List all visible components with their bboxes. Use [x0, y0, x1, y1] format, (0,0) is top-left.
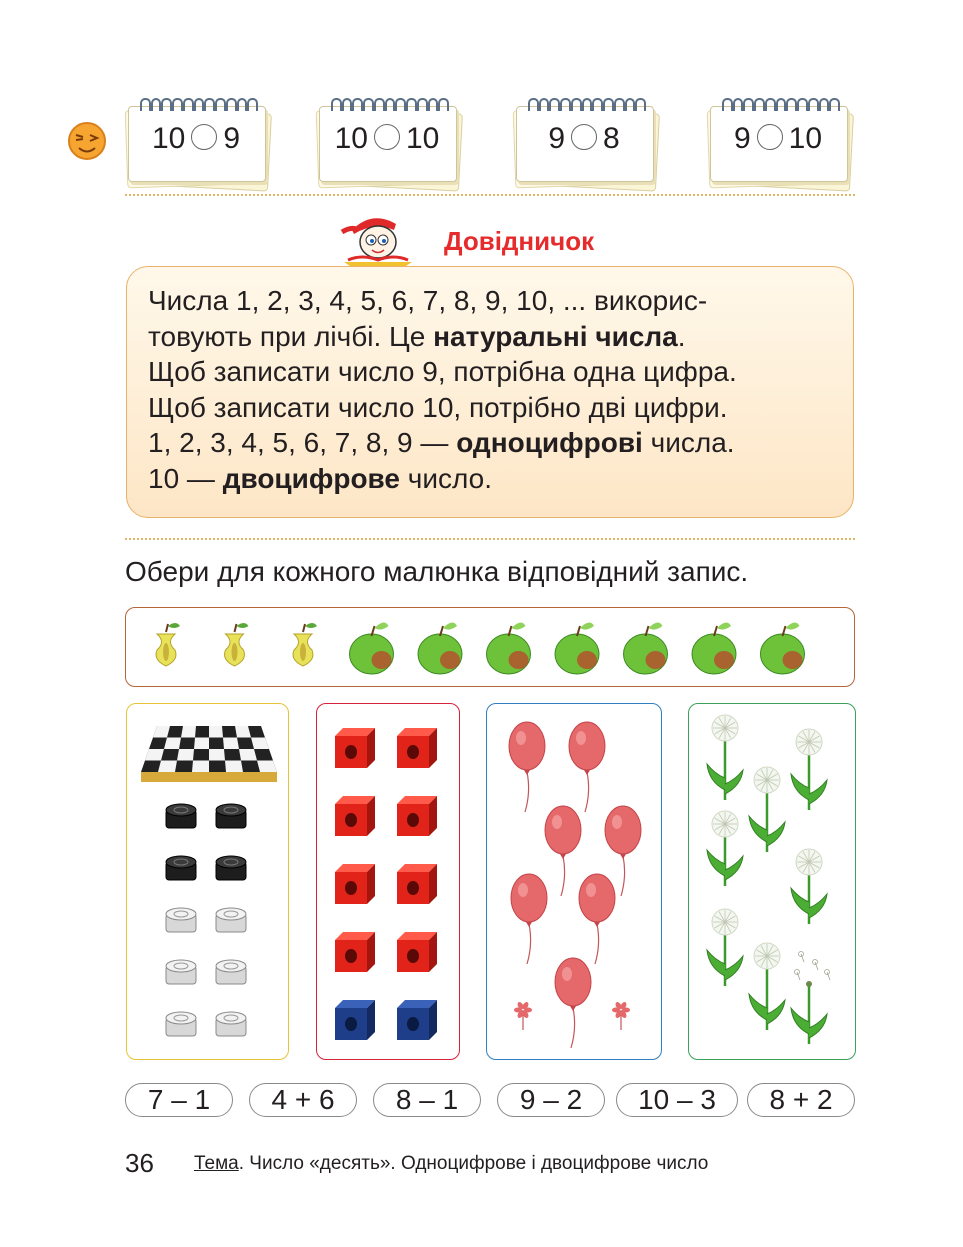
apple-icon [761, 622, 805, 674]
topic-label: Тема [194, 1153, 239, 1174]
spiral-rings [140, 98, 258, 112]
compare-left-number: 9 [548, 122, 565, 155]
red-cube-icon [335, 864, 375, 904]
spiral-rings [331, 98, 449, 112]
answer-option[interactable]: 7 – 1 [125, 1083, 233, 1117]
compare-right-number: 8 [603, 122, 620, 155]
reference-line: Щоб записати число 10, потрібно дві цифри. [148, 391, 728, 423]
compare-card-1 [122, 98, 272, 188]
reference-line: Числа 1, 2, 3, 4, 5, 6, 7, 8, 9, 10, ... викорис- [148, 285, 708, 316]
balloon-icon [569, 722, 605, 812]
dotted-divider [125, 538, 855, 540]
task-instruction: Обери для кожного малюнка відповідний запис. [125, 556, 749, 587]
dandelion-icon [707, 909, 743, 986]
compare-sign-circle[interactable] [571, 124, 597, 150]
black-checker-icon [216, 804, 246, 828]
term-two-digit: двоцифрове [222, 462, 400, 494]
reference-text [148, 283, 838, 496]
flower-icon [514, 1001, 532, 1030]
red-cube-icon [335, 932, 375, 972]
mascot-icon [338, 212, 418, 268]
answer-option[interactable]: 4 + 6 [249, 1083, 357, 1117]
apple-icon [555, 622, 599, 674]
red-cube-icon [397, 932, 437, 972]
apple-core-icon [293, 623, 317, 666]
dandelion-icon [707, 715, 743, 800]
reference-title: Довідничок [444, 226, 595, 256]
balloons-illustration [487, 704, 661, 1059]
footer-topic [194, 1153, 708, 1175]
apple-icon [692, 622, 736, 674]
compare-card-3 [510, 98, 660, 188]
blue-cube-icon [335, 1000, 375, 1040]
flower-icon [612, 1001, 630, 1030]
answer-option[interactable]: 10 – 3 [616, 1083, 738, 1117]
spiral-rings [722, 98, 840, 112]
compare-sign-circle[interactable] [757, 124, 783, 150]
term-natural-numbers: натуральні числа [433, 320, 678, 352]
apple-icon [624, 622, 668, 674]
red-cube-icon [335, 728, 375, 768]
reference-line: товують при лічбі. Це натуральні числа. [148, 320, 686, 352]
white-checker-icon [216, 960, 246, 984]
red-cube-icon [335, 796, 375, 836]
smiley-icon [67, 121, 107, 161]
white-checker-icon [216, 908, 246, 932]
apple-core-icon [225, 623, 249, 666]
apple-icon [350, 622, 394, 674]
balloon-icon [545, 806, 581, 896]
dandelions-frame[interactable] [688, 703, 856, 1060]
answer-option[interactable]: 8 + 2 [747, 1083, 855, 1117]
term-single-digit: одноцифрові [456, 427, 643, 458]
page-number: 36 [125, 1148, 154, 1178]
red-cube-icon [397, 864, 437, 904]
black-checker-icon [216, 856, 246, 880]
black-checker-icon [166, 856, 196, 880]
answer-option[interactable]: 9 – 2 [497, 1083, 605, 1117]
reference-line: Щоб записати число 9, потрібна одна цифра. [148, 356, 737, 387]
bare-dandelion-icon [791, 952, 830, 1045]
balloon-icon [579, 874, 615, 964]
apple-core-icon [156, 623, 180, 666]
dandelion-icon [791, 849, 827, 924]
compare-right-number: 9 [223, 122, 241, 155]
apples-illustration [126, 608, 854, 686]
dandelion-icon [791, 729, 827, 810]
spiral-rings [528, 98, 646, 112]
white-checker-icon [166, 1012, 196, 1036]
compare-card-2 [313, 98, 463, 188]
white-checker-icon [216, 1012, 246, 1036]
blue-cube-icon [397, 1000, 437, 1040]
compare-sign-circle[interactable] [374, 124, 400, 150]
apple-icon [487, 622, 531, 674]
checkerboard-icon [141, 726, 277, 782]
reference-line: 1, 2, 3, 4, 5, 6, 7, 8, 9 — одноцифрові числа. [148, 427, 735, 458]
compare-right-number: 10 [788, 122, 823, 155]
balloon-icon [555, 958, 591, 1048]
cubes-frame[interactable] [316, 703, 460, 1060]
balloon-icon [511, 874, 547, 964]
compare-card-4 [704, 98, 854, 188]
compare-left-number: 10 [151, 122, 186, 155]
dotted-divider [125, 194, 855, 196]
compare-left-number: 9 [733, 122, 751, 155]
dandelions-illustration [689, 704, 855, 1059]
answer-option[interactable]: 8 – 1 [373, 1083, 481, 1117]
compare-right-number: 10 [406, 122, 440, 155]
reference-line: 10 — двоцифрове число. [148, 462, 492, 494]
red-cube-icon [397, 796, 437, 836]
apple-icon [418, 622, 462, 674]
balloon-icon [509, 722, 545, 812]
dandelion-icon [707, 811, 743, 886]
white-checker-icon [166, 908, 196, 932]
balloons-frame[interactable] [486, 703, 662, 1060]
dandelion-icon [749, 767, 785, 852]
cubes-illustration [317, 704, 459, 1059]
checkers-frame[interactable] [126, 703, 289, 1060]
red-cube-icon [397, 728, 437, 768]
compare-left-number: 10 [334, 122, 368, 155]
checkers-illustration [127, 704, 288, 1059]
dandelion-icon [749, 943, 785, 1030]
topic-text: . Число «десять». Одноцифрове і двоцифрове число [238, 1153, 709, 1174]
apples-frame[interactable] [125, 607, 855, 687]
compare-sign-circle[interactable] [191, 124, 217, 150]
black-checker-icon [166, 804, 196, 828]
white-checker-icon [166, 960, 196, 984]
